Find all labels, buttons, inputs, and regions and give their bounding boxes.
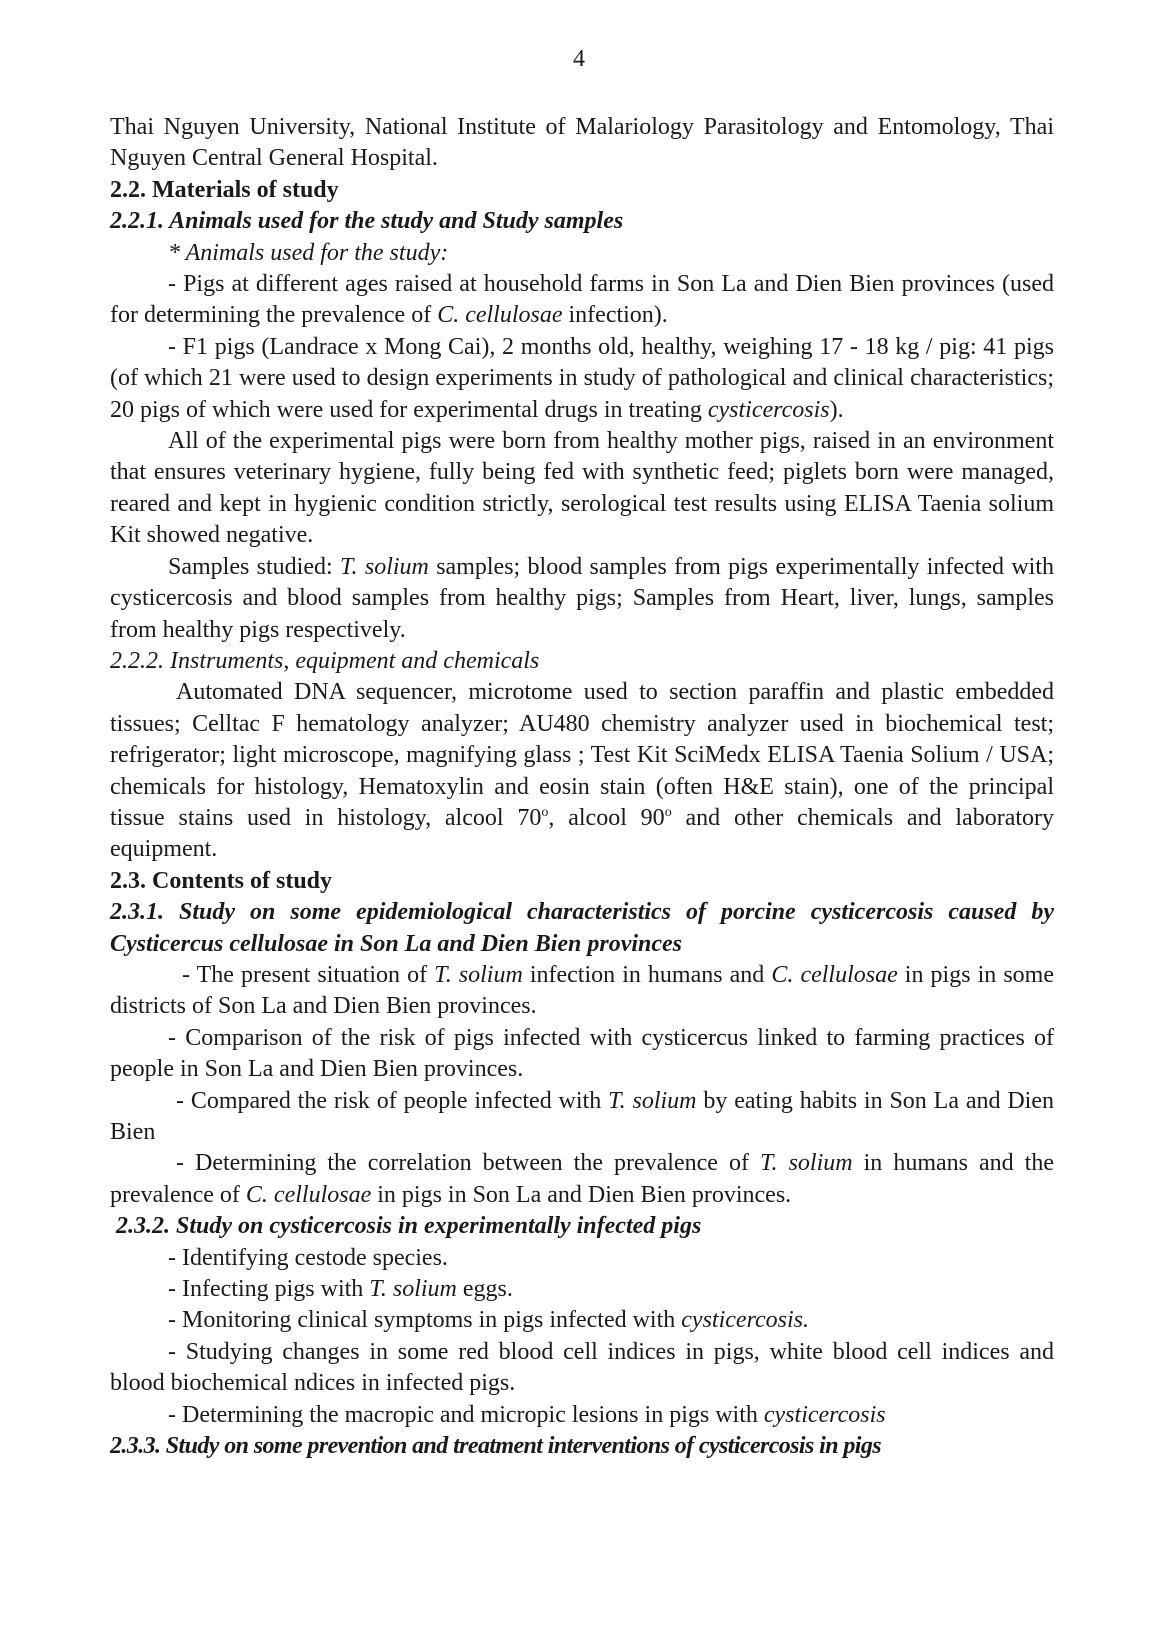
section-heading-2-2: 2.2. Materials of study <box>110 176 339 203</box>
comparison-item: - Comparison of the risk of pigs infected with cysticercus linked to farming practices of people in Son La and Dien Bien provinces. <box>110 1024 1054 1083</box>
degree-mark: o <box>664 804 672 820</box>
species-name: C. cellulosae <box>245 1181 372 1208</box>
species-name: T. solium <box>759 1150 853 1177</box>
correlation-item: - Determining the correlation between the prevalence of T. solium in humans and the prevalence of C. cellulosae in pigs in Son La and Dien Bien provinces. <box>110 1150 1055 1208</box>
subsection-heading-2-2-1: 2.2.1. Animals used for the study and Study samples <box>110 208 624 235</box>
term-cysticercosis: cysticercosis <box>763 1401 886 1428</box>
infecting-item: - Infecting pigs with T. solium eggs. <box>168 1276 513 1303</box>
subsection-heading-2-2-2: 2.2.2. Instruments, equipment and chemicals <box>110 647 540 674</box>
species-name: T. solium <box>339 553 429 580</box>
lesions-item: - Determining the macropic and micropic lesions in pigs with cysticercosis <box>168 1401 886 1428</box>
degree-mark: o <box>541 804 549 820</box>
studying-item: - Studying changes in some red blood cell indices in pigs, white blood cell indices and blood biochemical ndices in infected pigs. <box>110 1338 1054 1397</box>
f1-pigs-paragraph: - F1 pigs (Landrace x Mong Cai), 2 months old, healthy, weighing 17 - 18 kg / pig: 41 pigs (of which 21 were used to design experiments in study of pathological and clinical characteristics; 20 pigs of which were used for experimental drugs in treating cysticercosis). <box>110 333 1054 423</box>
monitoring-item: - Monitoring clinical symptoms in pigs infected with cysticercosis. <box>168 1307 810 1334</box>
subsection-heading-2-3-1: 2.3.1. Study on some epidemiological characteristics of porcine cysticercosis caused by Cysticercus cellulosae in Son La and Dien Bien provinces <box>110 899 1054 957</box>
page-number: 4 <box>573 46 585 72</box>
experimental-pigs-paragraph: All of the experimental pigs were born from healthy mother pigs, raised in an environment that ensures veterinary hygiene, fully being fed with synthetic feed; piglets born were managed, reared and kept in hygienic condition strictly, serological test results using ELISA Taenia solium Kit showed negative. <box>110 428 1054 549</box>
identifying-item: - Identifying cestode species. <box>168 1244 448 1271</box>
species-name: T. solium <box>434 961 523 988</box>
species-name: C. cellulosae <box>771 961 898 988</box>
samples-paragraph: Samples studied: T. solium samples; blood samples from pigs experimentally infected with cysticercosis and blood samples from healthy pigs; Samples from Heart, liver, lungs, samples from healthy pigs respectively. <box>110 553 1055 643</box>
animals-label: * Animals used for the study: <box>168 239 449 266</box>
pigs-paragraph: - Pigs at different ages raised at household farms in Son La and Dien Bien provinces (used for determining the prevalence of C. cellulosae infection). <box>110 271 1054 329</box>
document-body <box>110 112 1054 1462</box>
subsection-heading-2-3-2: 2.3.2. Study on cysticercosis in experimentally infected pigs <box>116 1213 702 1240</box>
term-cysticercosis: cysticercosis <box>707 396 830 423</box>
intro-paragraph: Thai Nguyen University, National Institute of Malariology Parasitology and Entomology, Thai Nguyen Central General Hospital. <box>110 114 1054 172</box>
situation-item: - The present situation of T. solium infection in humans and C. cellulosae in pigs in some districts of Son La and Dien Bien provinces. <box>110 961 1054 1020</box>
term-cysticercosis: cysticercosis. <box>681 1307 810 1334</box>
compared-item: - Compared the risk of people infected with T. solium by eating habits in Son La and Dien Bien <box>110 1087 1054 1145</box>
species-name: C. cellulosae <box>437 302 563 329</box>
instruments-paragraph: Automated DNA sequencer, microtome used to section paraffin and plastic embedded tissues; Celltac F hematology analyzer; AU480 chemistry analyzer used in biochemical test; refrigerator; light microscope, magnifying glass ; Test Kit SciMedx ELISA Taenia Solium / USA; chemicals for histology, Hematoxylin and eosin stain (often H&E stain), one of the principal tissue stains used in histology, alcool 70$^o$, alcool 90$^o$ and other chemicals and laboratory equipment. <box>110 679 1055 863</box>
section-heading-2-3: 2.3. Contents of study <box>110 867 333 894</box>
species-name: T. solium <box>369 1276 457 1303</box>
subsection-heading-2-3-3: 2.3.3. Study on some prevention and treatment interventions of cysticercosis in pigs <box>110 1433 881 1460</box>
species-name: T. solium <box>608 1087 697 1114</box>
